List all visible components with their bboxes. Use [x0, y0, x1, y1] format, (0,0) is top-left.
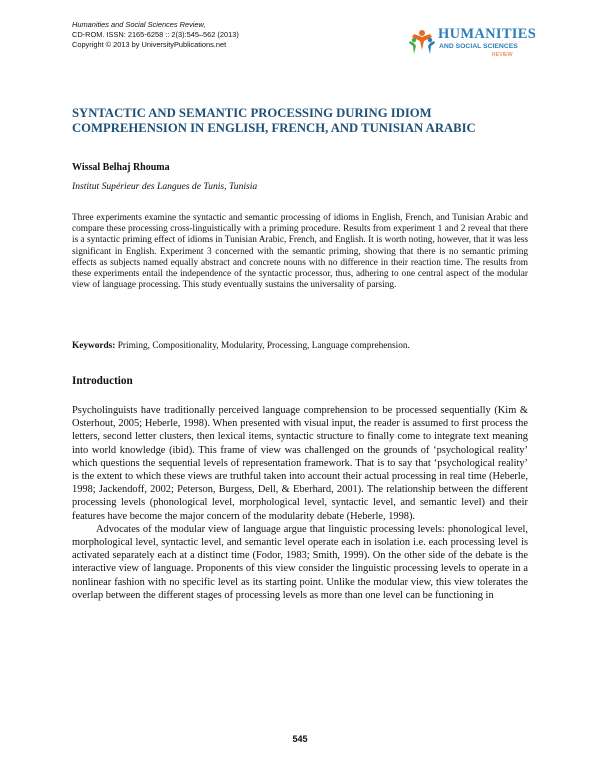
author-name: Wissal Belhaj Rhouma — [72, 162, 170, 173]
abstract: Three experiments examine the syntactic and semantic processing of idioms in English, French, and Tunisian Arabic and compare these processing cross-linguistically with a priming procedure. Results from experiment 1 and 2 reveal that there is a syntactic priming effect of idioms in Tunisian Arabic, French, and English. It is worth noting, however, that it was less significant in English. Experiment 3 concerned with the semantic priming, showing that there is no semantic priming effects as subjects named equally abstract and concrete nouns with no difference in their reaction time. The results from these experiments entail the independence of the syntactic processor, thus, adhering to one central aspect of the modular view of language processing. This study eventually sustains the universality of parsing. — [72, 213, 528, 291]
journal-header — [72, 20, 239, 50]
journal-issn: CD-ROM. ISSN: 2165-6258 :: 2(3):545–562 (2013) — [72, 30, 239, 39]
section-heading: Introduction — [72, 375, 133, 387]
logo-review: REVIEW — [492, 52, 513, 58]
paragraph: Advocates of the modular view of language argue that linguistic processing levels: phonological level, morphological level, syntactic level, and semantic level operate each in isolation i.e. each processing level is activated separately each at a distinct time (Fodor, 1983; Smith, 1999). On the other side of the debate is the interactive view of language. Proponents of this view consider the linguistic processing levels to operate in a nonlinear fashion with no specific level as its starting point. Unlike the modular view, this view tolerates the overlap between the different stages of processing levels as more than one level can be functioning in — [72, 523, 528, 601]
author-affiliation: Institut Supérieur des Langues de Tunis, Tunisia — [72, 181, 258, 192]
logo-title: HUMANITIES — [438, 26, 537, 42]
journal-copyright: Copyright © 2013 by UniversityPublications.net — [72, 40, 227, 49]
page-number: 545 — [292, 734, 308, 744]
keywords — [72, 341, 528, 351]
journal-logo — [408, 26, 537, 68]
paper-title: SYNTACTIC AND SEMANTIC PROCESSING DURING IDIOM COMPREHENSION IN ENGLISH, FRENCH, AND TUNISIAN ARABIC — [72, 106, 476, 135]
people-emblem-icon — [408, 28, 436, 58]
logo-subtitle: AND SOCIAL SCIENCES — [439, 43, 518, 50]
body-text — [72, 404, 528, 602]
keywords-label: Keywords: — [72, 341, 116, 351]
journal-name: Humanities and Social Sciences Review, — [72, 20, 206, 29]
paragraph: Psycholinguists have traditionally perceived language comprehension to be processed sequentially (Kim & Osterhout, 2005; Heberle, 1998). When presented with visual input, the reader is assumed to first process the letters, second letter clusters, then lexical items, syntactic structure to finally come to integrate text meaning into world knowledge (ibid). This frame of view was challenged on the grounds of ‘psychological reality’ which questions the sequential levels of representation framework. That is to say that ‘psychological reality’ is the extent to which these views are truthful taken into account their actual processing in real time (Heberle, 1998; Jackendoff, 2002; Peterson, Burgess, Dell, & Eberhard, 2001). The relationship between the different processing levels (phonological level, morphological level, syntactic level, and semantic level) and their features have become the major concern of the modularity debate (Heberle, 1998). — [72, 405, 528, 522]
keywords-list: Priming, Compositionality, Modularity, Processing, Language comprehension. — [117, 341, 410, 351]
